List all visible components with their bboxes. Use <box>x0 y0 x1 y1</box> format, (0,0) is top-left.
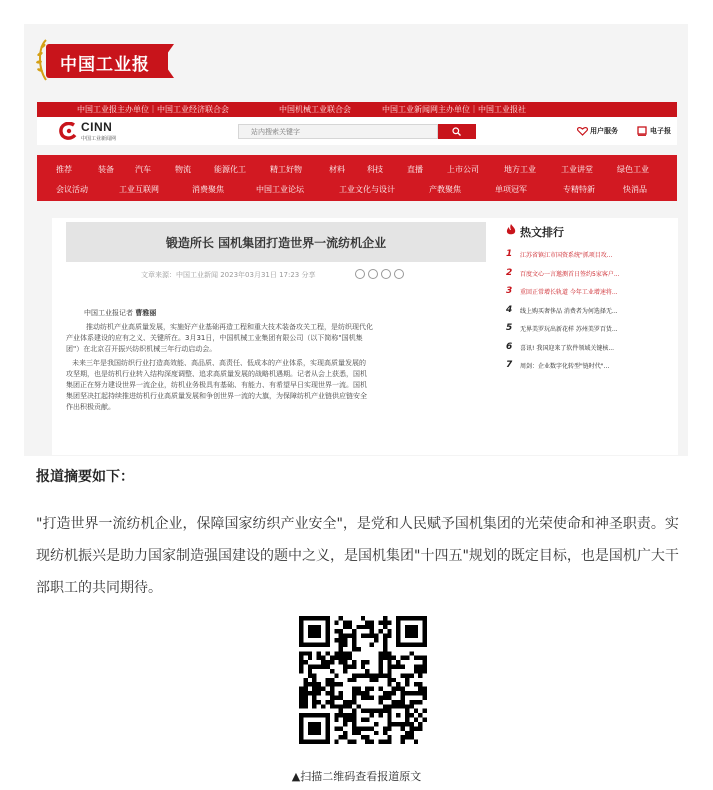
article-meta: 文章来源：中国工业新闻 2023年03月31日 17:23 分享 <box>141 271 316 279</box>
hot-item[interactable] <box>506 360 676 372</box>
share-qq-icon[interactable] <box>381 269 391 279</box>
site-logo-subtitle: 中国工业新闻网 <box>81 136 117 142</box>
hot-headline[interactable]: 无界美罗玩出新花样 苏州美罗百货... <box>520 326 618 333</box>
hot-item[interactable] <box>506 249 676 261</box>
hot-headline[interactable]: 周剑：企业数字化转型"链时代"... <box>520 363 610 370</box>
news-screenshot <box>24 24 688 456</box>
hot-rank: 5 <box>506 323 513 333</box>
article-title-box <box>66 222 486 262</box>
search-button[interactable] <box>438 124 476 139</box>
nav-item[interactable]: 地方工业 <box>504 165 536 174</box>
hot-item[interactable] <box>506 342 676 354</box>
article-pane <box>52 218 502 455</box>
hot-articles-panel <box>502 218 678 455</box>
hot-headline[interactable]: 重回正常增长轨道 今年工业增速将... <box>520 289 618 296</box>
nav-item[interactable]: 会议活动 <box>56 185 88 194</box>
hot-rank: 7 <box>506 360 513 370</box>
nav-item[interactable]: 装备 <box>98 165 114 174</box>
hot-headline[interactable]: 江苏省镇江市国资系统"抓项目攻... <box>520 252 613 259</box>
nav-item[interactable]: 快消品 <box>623 185 647 194</box>
summary-heading: 报道摘要如下： <box>36 469 134 485</box>
e-paper-link[interactable]: 电子报 <box>650 127 671 135</box>
qr-code[interactable] <box>299 616 427 744</box>
hot-item[interactable] <box>506 286 676 298</box>
qr-caption: ▲扫描二维码查看报道原文 <box>291 770 422 783</box>
nav-item[interactable]: 工业文化与设计 <box>339 185 395 194</box>
share-wechat-icon[interactable] <box>368 269 378 279</box>
hot-item[interactable] <box>506 323 676 335</box>
hot-rank: 3 <box>506 286 513 296</box>
share-qzone-icon[interactable] <box>394 269 404 279</box>
nav-item[interactable]: 单项冠军 <box>495 185 527 194</box>
nav-item[interactable]: 中国工业论坛 <box>256 185 304 194</box>
e-paper-icon[interactable] <box>637 126 647 136</box>
user-service-icon[interactable] <box>577 126 588 136</box>
nav-item[interactable]: 消费聚焦 <box>192 185 224 194</box>
search-icon <box>452 127 461 136</box>
article-title: 锻造所长 国机集团打造世界一流纺机企业 <box>165 236 387 250</box>
nav-item[interactable]: 能源化工 <box>214 165 246 174</box>
nav-item[interactable]: 工业讲堂 <box>561 165 593 174</box>
top-info-bar <box>37 102 677 117</box>
nav-item[interactable]: 精工好物 <box>270 165 302 174</box>
banner-title: 中国工业报 <box>60 55 150 75</box>
site-logo-text[interactable]: CINN <box>81 120 113 134</box>
reporter-name: 曹雅丽 <box>135 309 157 317</box>
nav-item[interactable]: 科技 <box>367 165 383 174</box>
hot-headline[interactable]: 喜讯! 我国迎来了软件领域关键核... <box>520 344 615 352</box>
topbar-item[interactable]: 中国机械工业联合会 <box>279 105 351 114</box>
nav-item[interactable]: 产教聚焦 <box>429 185 461 194</box>
paper-banner <box>34 38 184 84</box>
hot-headline[interactable]: 线上购买奢侈品 消费者为何选择无... <box>520 307 618 315</box>
hot-rank: 4 <box>506 304 513 315</box>
nav-item[interactable]: 物流 <box>175 165 191 174</box>
cinn-logo-icon[interactable] <box>59 122 79 140</box>
nav-item[interactable]: 材料 <box>329 165 345 174</box>
summary-body: "打造世界一流纺机企业，保障国家纺织产业安全"，是党和人民赋予国机集团的光荣使命和神圣职责。实现纺机振兴是助力国家制造强国建设的题中之义，是国机集团"十四五"规划的既定目标，也是国机广大干部职工的共同期待。 <box>36 516 679 596</box>
nav-item[interactable]: 汽车 <box>135 165 151 174</box>
nav-item[interactable]: 直播 <box>407 165 423 174</box>
site-header <box>37 117 677 145</box>
article-paragraph: 推动纺机产业高质量发展，实施好产业基础再造工程和重大技术装备攻关工程，是纺织现代化 产业体系建设的应有之义、关键所在。3月31日，中国机械工业集团有限公司（以下简称"国机集 团"）在北京召开振兴纺织机械三年行动启动会。 <box>66 323 373 353</box>
hot-rank: 2 <box>506 267 513 278</box>
nav-item[interactable]: 推荐 <box>56 165 72 174</box>
topbar-item[interactable]: 中国工业新闻网主办单位｜中国工业报社 <box>382 105 526 114</box>
hot-item[interactable] <box>506 268 676 280</box>
hot-item[interactable] <box>506 305 676 317</box>
search-input[interactable] <box>238 124 438 139</box>
fire-icon <box>506 224 516 236</box>
article-paragraph: 未来三年是我国纺织行业打造高效能、高品质、高责任、低成本的产业体系，实现高质量发展的 攻坚期，也是纺机行业转入结构深度调整、追求高质量发展的战略机遇期。记者从会上获悉，国机 集团正在努力建设世界一流企业，纺机业务极具有基础、有能力、有希望早日实现世界一流。国机 集团坚决扛起持续推进纺机行业高质量发展和争创世界一流的大旗，为保障纺机产业链供应链安全 作出积极贡献。 <box>66 359 367 411</box>
hot-rank: 6 <box>506 341 513 352</box>
nav-item[interactable]: 上市公司 <box>447 165 479 174</box>
hot-rank: 1 <box>506 249 513 259</box>
topbar-item[interactable]: 中国工业报主办单位｜中国工业经济联合会 <box>77 105 229 114</box>
hot-headline[interactable]: 百度文心一言邀测首日签约5家客户... <box>520 270 620 278</box>
user-service-link[interactable]: 用户服务 <box>590 127 618 135</box>
channel-nav <box>37 155 677 201</box>
nav-item[interactable]: 绿色工业 <box>617 165 649 174</box>
share-weibo-icon[interactable] <box>355 269 365 279</box>
nav-item[interactable]: 工业互联网 <box>119 185 159 194</box>
hot-title: 热文排行 <box>520 226 564 239</box>
nav-item[interactable]: 专精特新 <box>563 185 595 194</box>
article-reporter: 中国工业报记者 曹雅丽 <box>84 309 157 317</box>
